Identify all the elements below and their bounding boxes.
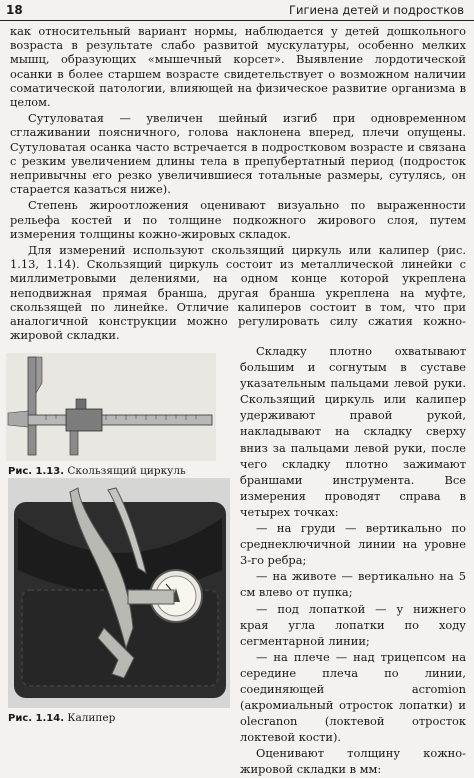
figure-caption xyxy=(8,712,115,724)
list-item: — на груди — вертикально по среднеключичной линии на уровне 3-го ребра; xyxy=(240,521,466,568)
paragraph: Для измерений используют скользящий циркуль или калипер (рис. 1.13, 1.14). Скользящий циркуль состоит из металлической линейки с миллиметровыми делениями, на одном конце которой укреплена неподвижная прямая бранша, другая бранша укреплена на муфте, скользящей по линейке. Отличие калиперов состоит в том, что при аналогичной конструкции можно регулировать силу сжатия кожно-жировой складки. xyxy=(10,243,466,343)
figure-caption-text: Калипер xyxy=(67,712,116,724)
figure-number: Рис. 1.14. xyxy=(8,713,65,724)
figure-caption xyxy=(8,465,186,477)
figure-caption-text: Скользящий циркуль xyxy=(67,465,186,477)
paragraph: Сутуловатая — увеличен шейный изгиб при одновременном сглаживании поясничного, голова наклонена вперед, плечи опущены. Сутуловатая осанка часто встречается в подростковом возрасте и связана с резким увеличением длины тела в препубертатный период (подросток непривычны его резко увеличившиеся тотальные размеры, сутулясь, он старается казаться ниже). xyxy=(10,111,466,197)
paragraph: как относительный вариант нормы, наблюдается у детей дошкольного возраста в результате слабо развитой мускулатуры, особенно мелких мышц, образующих «мышечный корсет». Выявление лордотической осанки в более старшем возрасте свидетельствует о возможном наличии соматической патологии, влияющей на физическое развитие организма в целом. xyxy=(10,24,466,110)
body-text xyxy=(10,24,466,344)
list-item: — на плече — над трицепсом на середине плеча по линии, соединяющей acromion (акромиальный отросток лопатки) и olecranon (локтевой отросток локтевой кости). xyxy=(240,649,466,745)
sliding-caliper-image xyxy=(6,353,216,461)
list-item: — под лопаткой — у нижнего края угла лопатки по ходу сегментарной линии; xyxy=(240,601,466,648)
running-header xyxy=(0,0,474,21)
page-number: 18 xyxy=(6,3,23,17)
list-item: — на животе — вертикально на 5 см влево от пупка; xyxy=(240,569,466,600)
side-column-text xyxy=(240,343,466,778)
caliper-image xyxy=(8,478,230,708)
paragraph: Степень жироотложения оценивают визуально по выраженности рельефа костей и по толщине подкожного жирового слоя, путем измерения толщины кожно-жировых складок. xyxy=(10,198,466,241)
paragraph: Оценивают толщину кожно-жировой складки в мм: xyxy=(240,746,466,777)
paragraph: Складку плотно охватывают большим и согнутым в суставе указательным пальцами левой руки. Скользящий циркуль или калипер удерживают правой рукой, накладывают на складку сверху вниз за пальцами левой руки, после чего складку плотно зажимают браншами инструмента. Все измерения проводят справа в четырех точках: xyxy=(240,344,466,519)
running-title: Гигиена детей и подростков xyxy=(289,3,464,17)
figure-number: Рис. 1.13. xyxy=(8,466,65,477)
